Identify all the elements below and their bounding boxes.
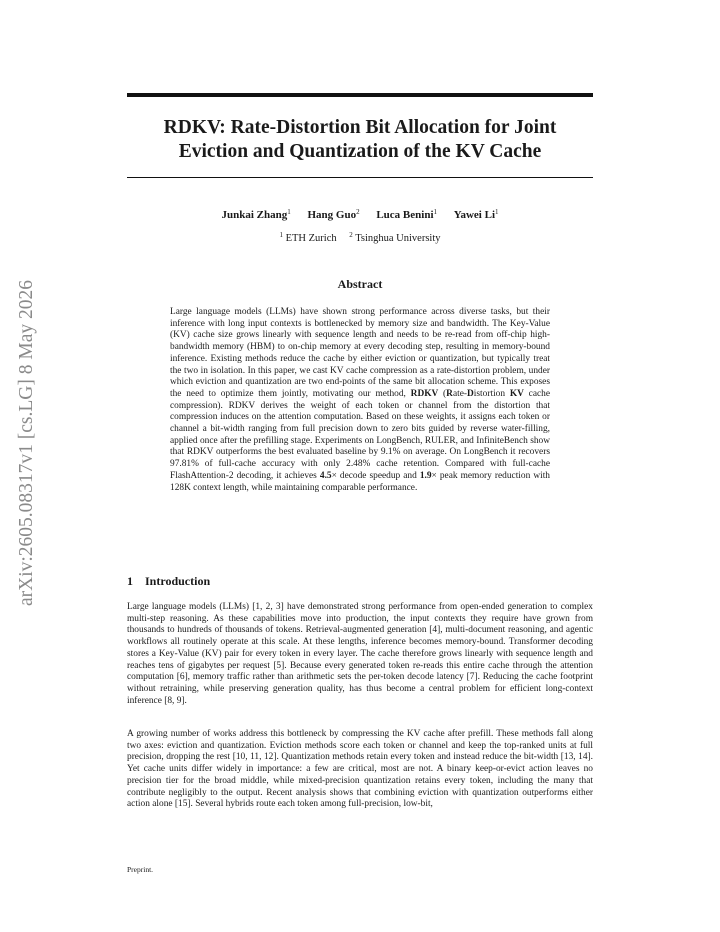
author: Hang Guo$^2$: [307, 208, 360, 221]
author: Luca Benini$^1$: [376, 208, 437, 221]
abstract-heading: Abstract: [337, 277, 383, 291]
body-paragraph: Large language models (LLMs) [1, 2, 3] have demonstrated strong performance from open-ended generation to complex multi-step reasoning. As these capabilities move into production, the input contexts they require have grown from thousands to hundreds of thousands of tokens. Retrieval-augmented generation [4], multi-document reasoning, and agentic workflows all routinely operate at this scale. At these lengths, inference becomes memory-bound. Transformer decoding stores a Key-Value (KV) pair for every token in every layer. The cache therefore grows linearly with sequence length and reaches tens of gigabytes per request [5]. Because every generated token re-reads this entire cache through the attention computation [6], memory traffic rather than arithmetic sets the per-token decode latency [7]. Reducing the cache footprint without retraining, while preserving generation quality, has thus become a central problem for efficient long-context inference [8, 9].: [127, 602, 593, 706]
author-list: [127, 208, 593, 221]
author: Junkai Zhang$^1$: [221, 208, 291, 221]
affiliation-list: [127, 231, 593, 244]
footer-note: Preprint.: [127, 865, 154, 874]
body-paragraph: A growing number of works address this bottleneck by compressing the KV cache after prefill. These methods fall along two axes: eviction and quantization. Eviction methods score each token or channel and keep the top-ranked units at full precision, dropping the rest [10, 11, 12]. Quantization methods retain every token and instead reduce the bit-width [13, 14]. Yet cache units differ widely in importance: a few are critical, most are not. A binary keep-or-evict action leaves no precision tier for the broad middle, while mixed-precision quantization retains every token, including the many that contribute negligibly to the output. Recent analysis shows that combining eviction with quantization outperforms either action alone [15]. Several hybrids route each token among full-precision, low-bit,: [127, 729, 593, 810]
paper-title: RDKV: Rate-Distortion Bit Allocation for Joint Eviction and Quantization of the KV Cache: [163, 117, 557, 162]
abstract-text: Large language models (LLMs) have shown strong performance across diverse tasks, but their inference with long input contexts is bottlenecked by memory size and bandwidth. The Key-Value (KV) cache size grows linearly with sequence length and needs to be re-read from off-chip high-bandwidth memory (HBM) to on-chip memory at every decoding step, resulting in memory-bound inference. Existing methods reduce the cache by either eviction or quantization, but typically treat the two in isolation. In this paper, we cast KV cache compression as a rate-distortion problem, under which eviction and quantization are two end-points of the same bit allocation scheme. This exposes the need to optimize them jointly, motivating our method, RDKV (Rate-Distortion KV cache compression). RDKV derives the weight of each token or channel from the distortion that compression induces on the attention computation. Based on these weights, it assigns each token or channel a bit-width ranging from full precision down to zero bits guided by reverse water-filling, applied once after the prefilling stage. Experiments on LongBench, RULER, and InfiniteBench show that RDKV outperforms the best evaluated baseline by 9.1% on average. On LongBench it recovers 97.81% of full-cache accuracy with only 2.48% cache retention. Compared with full-cache FlashAttention-2 decoding, it achieves 4.5× decode speedup and 1.9× peak memory reduction with 128K context length, while maintaining comparable performance.: [170, 307, 550, 493]
section-heading: 1 Introduction: [127, 574, 211, 588]
arxiv-identifier: arXiv:2605.08317v1 [cs.LG] 8 May 2026: [16, 279, 37, 607]
author: Yawei Li$^1$: [453, 208, 499, 221]
affiliation: $^1$ ETH Zurich: [279, 231, 337, 244]
affiliation: $^2$ Tsinghua University: [349, 231, 441, 244]
title-bottom-rule: [127, 177, 593, 178]
title-top-rule: [127, 93, 593, 97]
